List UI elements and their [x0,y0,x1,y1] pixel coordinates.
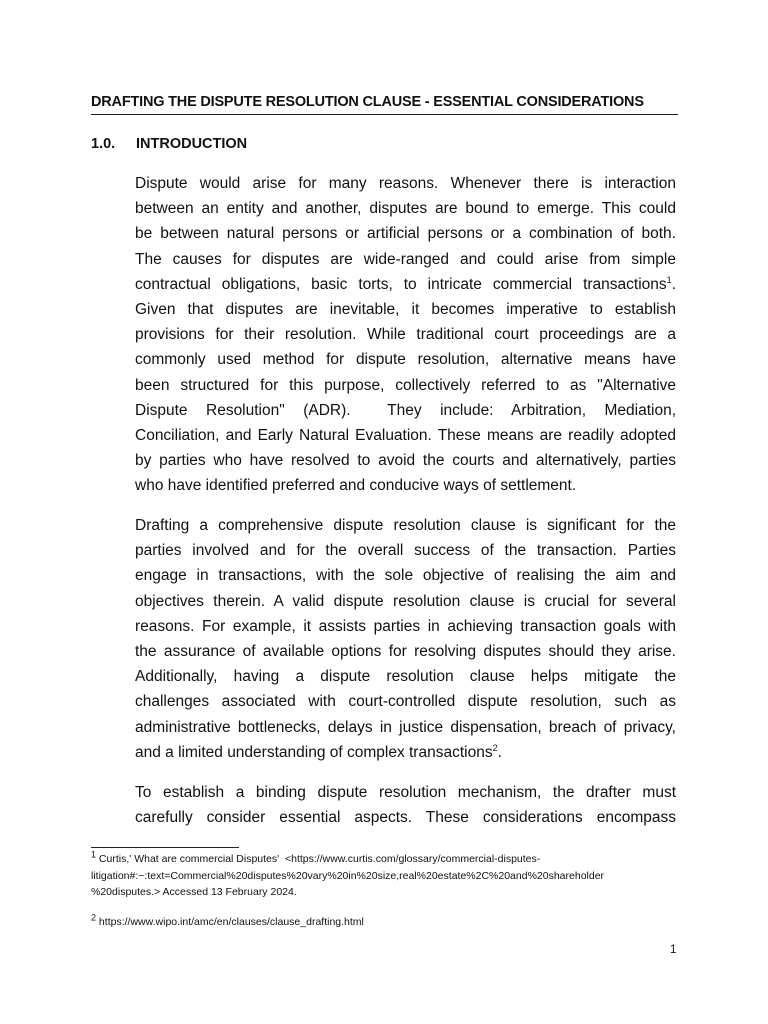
paragraph-line-with-footnote [135,272,676,297]
paragraph-line: administrative bottlenecks, delays in justice dispensation, breach of privacy, [135,718,676,736]
footnote-ref-1[interactable]: 1 [666,274,672,285]
paragraph-line: The causes for disputes are wide-ranged and could arise from simple [135,250,676,268]
paragraph-line: Dispute would arise for many reasons. Whenever there is interaction [135,175,676,192]
footnote-line [91,914,681,931]
paragraph-line: To establish a binding dispute resolution mechanism, the drafter must [135,784,676,801]
paragraph-line: the assurance of available options for resolving disputes should they arise. [135,643,676,661]
footnote-line: %20disputes.> Accessed 13 February 2024. [91,886,297,898]
paragraph-line: been structured for this purpose, collectively referred to as "Alternative [135,376,676,394]
section-title: INTRODUCTION [136,136,248,152]
paragraph-line: by parties who have resolved to avoid the courts and alternatively, parties [135,452,676,470]
footnote-2 [91,914,681,931]
paragraph-line-text: contractual obligations, basic torts, to intricate commercial transactions [135,275,667,293]
line-end-punct: . [671,275,676,293]
paragraph-line: carefully consider essential aspects. These considerations encompass [135,809,676,827]
paragraph-line-with-footnote [135,740,676,765]
paragraph-line: commonly used method for dispute resolution, alternative means have [135,351,676,369]
paragraph-line: engage in transactions, with the sole objective of realising the aim and [135,567,676,585]
paragraph-line: Dispute Resolution" (ADR). They include: Arbitration, Mediation, [135,401,676,419]
paragraph-line: be between natural persons or artificial persons or a combination of both. [135,225,676,243]
paragraph-line: Drafting a comprehensive dispute resolution clause is significant for the [135,517,676,534]
paragraph-line: parties involved and for the overall success of the transaction. Parties [135,542,676,560]
section-number: 1.0. [91,136,116,152]
footnote-link[interactable]: https://www.wipo.int/amc/en/clauses/clause_drafting.html [96,916,364,928]
footnote-1 [91,851,681,901]
paragraph-line: who have identified preferred and conducive ways of settlement. [135,477,577,495]
paragraph-line-text: and a limited understanding of complex transactions [135,743,493,761]
paragraph-line: challenges associated with court-controlled dispute resolution, such as [135,693,676,711]
line-end-punct: . [497,743,502,761]
footnote-text[interactable]: Curtis,' What are commercial Disputes' <https://www.curtis.com/glossary/commercial-disputes- [96,853,541,865]
footnote-separator [91,847,239,848]
paragraph-3 [135,780,676,830]
section-heading [91,136,247,152]
page-number: 1 [670,944,677,956]
footnote-line[interactable]: litigation#:~:text=Commercial%20disputes%20vary%20in%20size,real%20estate%2C%20and%20shareholder [91,869,605,882]
document-title: DRAFTING THE DISPUTE RESOLUTION CLAUSE - ESSENTIAL CONSIDERATIONS [91,94,678,115]
paragraph-line: Conciliation, and Early Natural Evaluation. These means are readily adopted [135,427,676,445]
paragraph-2 [135,513,676,765]
paragraph-line: reasons. For example, it assists parties in achieving transaction goals with [135,617,676,635]
paragraph-line: provisions for their resolution. While traditional court proceedings are a [135,326,676,344]
paragraph-1 [135,171,676,499]
footnote-ref-2[interactable]: 2 [492,742,498,753]
footnote-mark: 1 [91,849,97,860]
paragraph-line: Additionally, having a dispute resolution clause helps mitigate the [135,668,676,686]
paragraph-line: objectives therein. A valid dispute resolution clause is crucial for several [135,592,676,610]
footnote-line [91,851,681,868]
footnote-mark: 2 [91,912,97,923]
paragraph-line: Given that disputes are inevitable, it becomes imperative to establish [135,301,676,319]
paragraph-line: between an entity and another, disputes are bound to emerge. This could [135,200,676,218]
